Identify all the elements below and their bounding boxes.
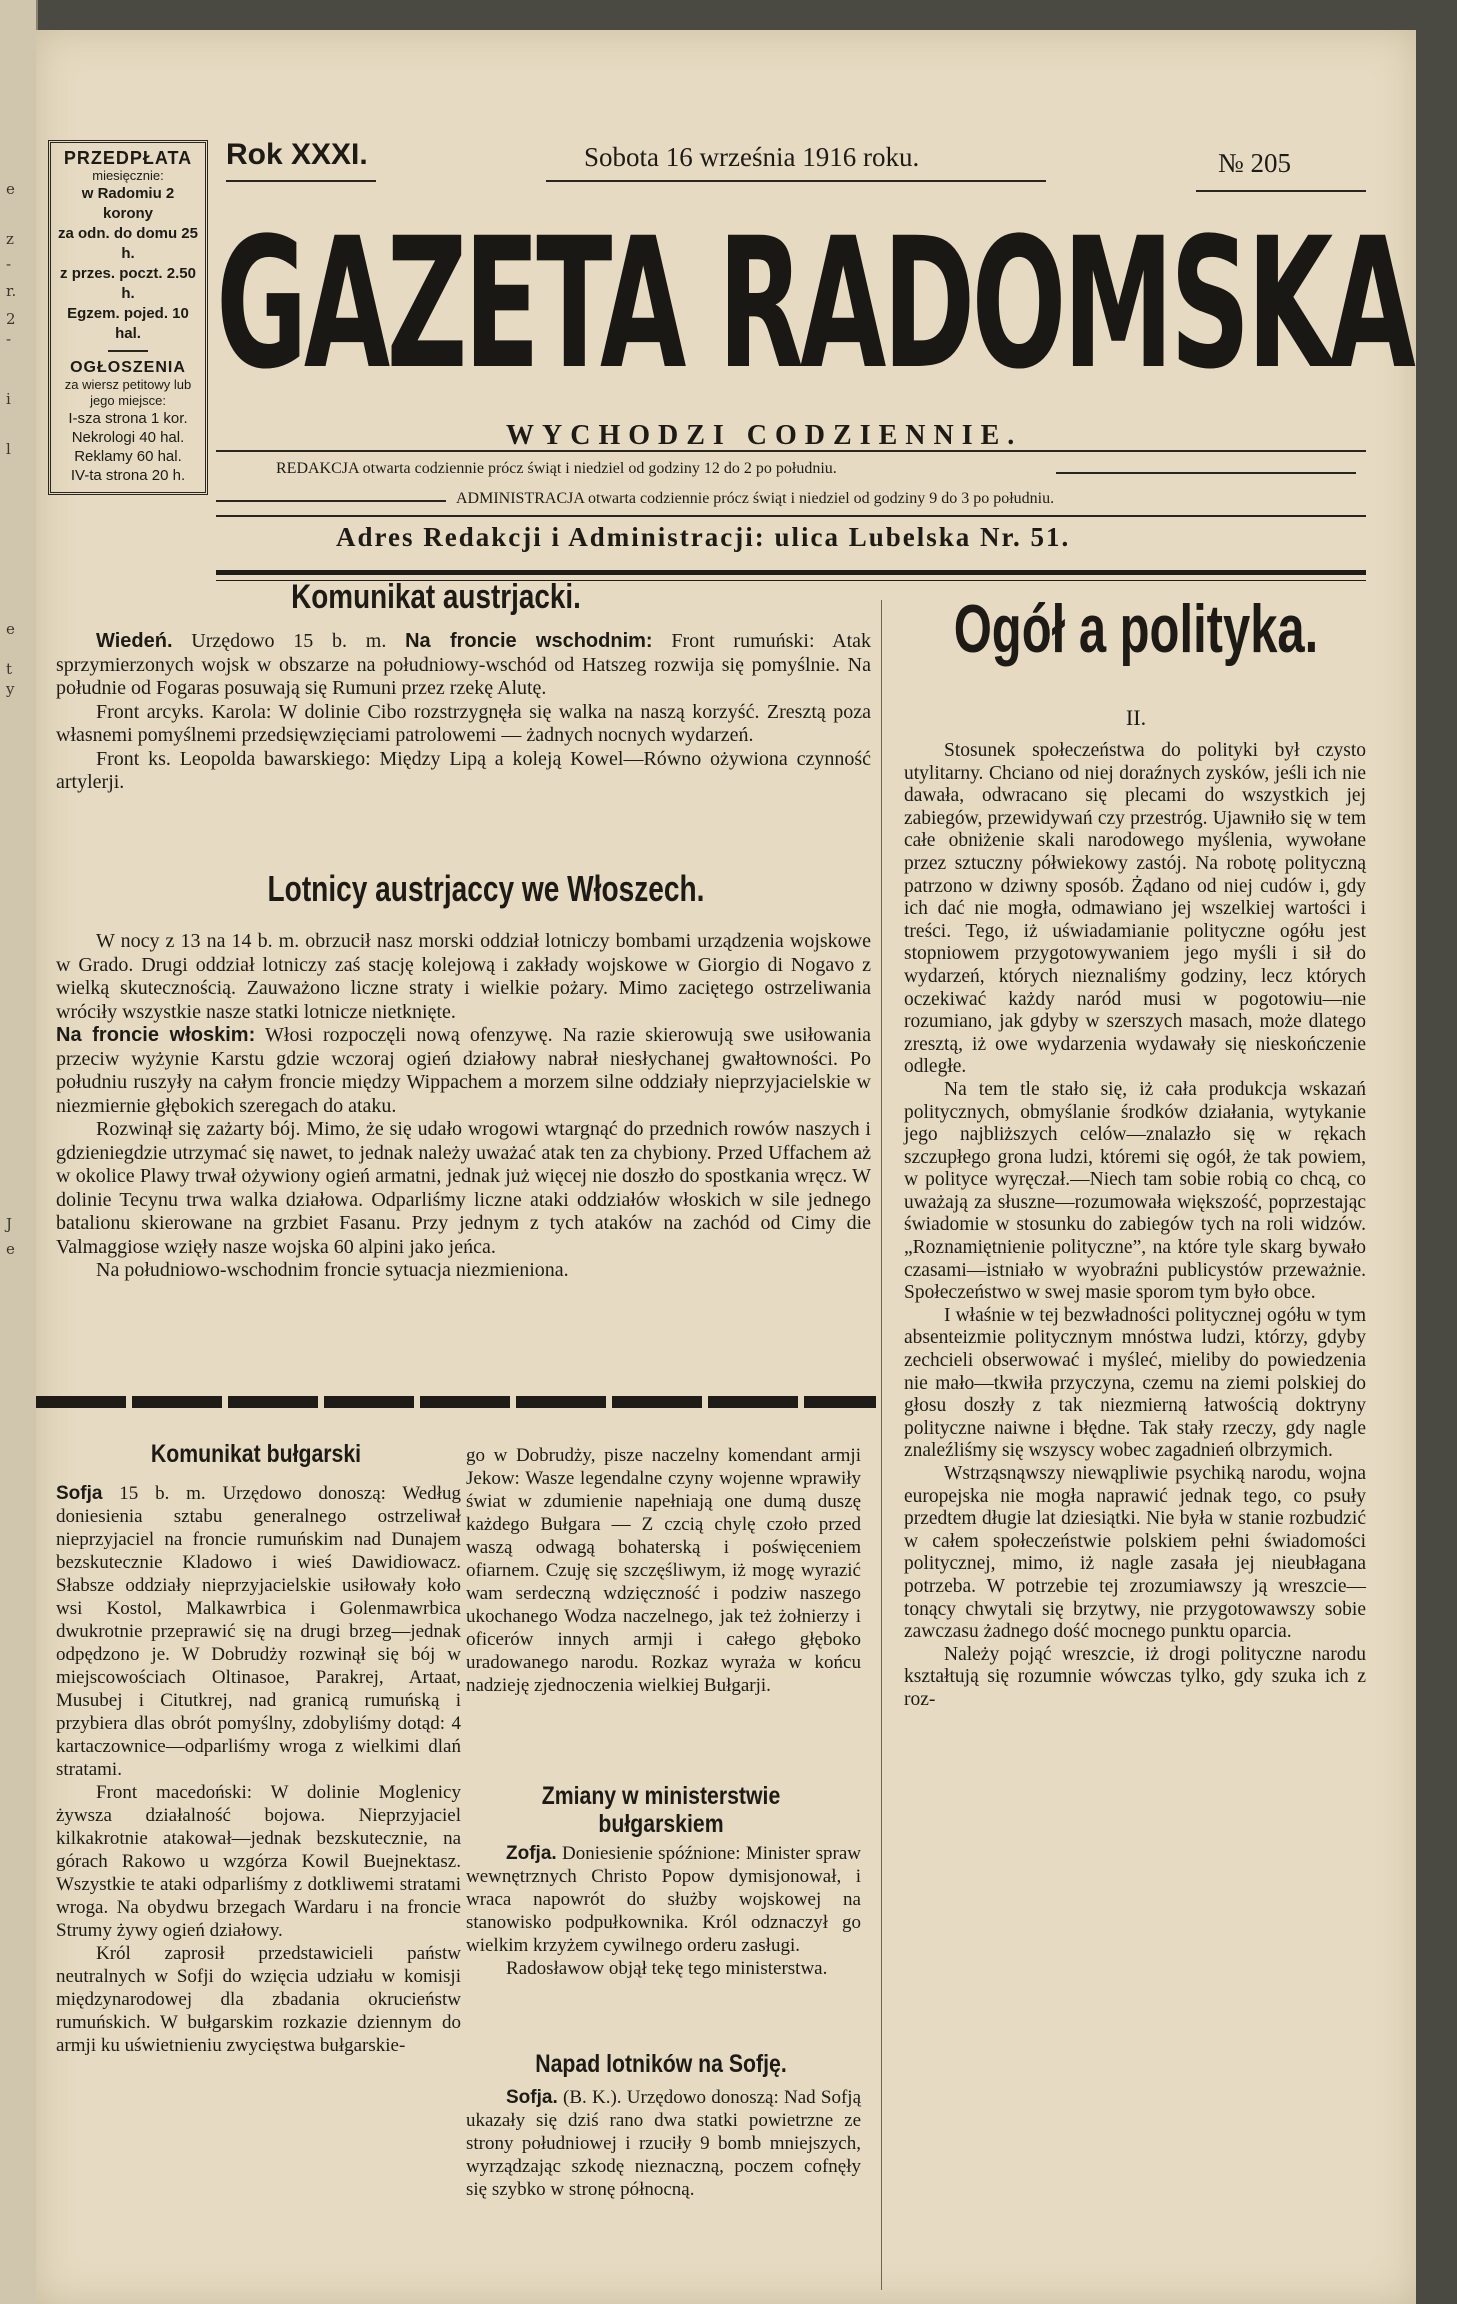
issue-number: № 205	[1218, 148, 1292, 178]
admin-hours: ADMINISTRACJA otwarta codziennie prócz świąt i niedziel od godziny 9 do 3 po południu.	[456, 490, 1055, 507]
article-paragraph: Na południowo-wschodnim froncie sytuacja niezmieniona.	[96, 1259, 569, 1281]
prev-page-letter: l	[6, 440, 11, 458]
article-paragraph: Król zaprosił przedstawicieli państw neutralnych w Sofji do wzięcia udziału w komisji międzynarodowej dla zbadania okrucieństw rumuńskich. W bułgarskim rozkazie dziennym do armji ku uświetnieniu zwycięstwa bułgarskie-	[56, 1943, 461, 2056]
prev-page-letter: J	[6, 1215, 13, 1233]
divider	[1196, 190, 1366, 192]
article-zmiany	[466, 1842, 861, 1980]
article-lotnicy	[56, 930, 871, 1283]
article-text: Urzędowo 15 b. m.	[191, 630, 387, 652]
ads-price-3: Reklamy 60 hal.	[74, 448, 182, 465]
prev-page-letter: r.	[6, 282, 17, 300]
section-separator	[36, 1396, 876, 1408]
prev-page-letter: e	[6, 1240, 15, 1258]
article-paragraph: Radosławow objął tekę tego ministerstwa.	[506, 1958, 828, 1979]
subscription-price-1: w Radomiu 2 korony	[81, 185, 175, 222]
dateline-label: Sofja.	[506, 2087, 558, 2108]
previous-page-edge	[0, 0, 38, 2304]
volume-year: Rok XXXI.	[226, 138, 368, 171]
divider	[216, 570, 1366, 575]
article-text: Włosi rozpoczęli nową ofenzywę. Na razie skierowują swe usiłowania przeciw wyżynie Karstu gdzie wczoraj ogień działowy nabrał niesłychanej gwałtowności. Po południu ruszyły na całym froncie między Wippachem a morzem silne oddziały nieprzyjacielskie w niezmiernie głębokich szeregach do ataku.	[56, 1024, 871, 1117]
prev-page-letter: -	[6, 255, 12, 273]
article-paragraph: Stosunek społeczeństwa do polityki był czysto utylitarny. Chciano od niej doraźnych zysków, jeśli ich nie dawała, odwracano się plecami do wszystkich jej zabiegów, przewidywań czy przestróg. Ujawniło się w tem całe obniżenie skali narodowego myślenia, wywołane przez sztuczny półwiekowy zastój. Na robotę polityczną patrzono w dziwny sposób. Żądano od niej cudów i, gdy ich dać nie mogła, odmawiano jej wszelkiej wartości i treści. Tego, iż uświadamianie polityczne ogółu jest stopniowem przygotowywaniem jego myśli i sił do wydarzeń, których nieznaliśmy godziny, lecz których oczekiwać każdy naród musi w pogotowiu—nie rozumiano, jak gdyby w szerszych masach, może dlatego zresztą, iż owe wydarzenia wydawały się nieskończenie odległe.	[904, 740, 1366, 1078]
article-bulgarski-col2	[466, 1444, 861, 1697]
front-label: Na froncie wschodnim:	[405, 630, 653, 652]
headline-napad: Napad lotników na Sofję.	[535, 2050, 787, 2078]
frequency-line: WYCHODZI CODZIENNIE.	[506, 420, 1023, 451]
prev-page-letter: 2	[6, 310, 16, 328]
issue-date: Sobota 16 września 1916 roku.	[584, 142, 920, 172]
article-text: Doniesienie spóźnione: Minister spraw wewnętrznych Christo Popow dymisjonował, i wraca napowrót do służby wojskowej na stanowisko podpułkownika. Król odznaczył go wielkim krzyżem cywilnego orderu zasługi.	[466, 1843, 861, 1956]
article-bulgarski-col1	[56, 1482, 461, 2057]
article-paragraph: Front arcyks. Karola: W dolinie Cibo rozstrzygnęła się walka na naszą korzyść. Zresztą poza własnemi pomyślnemi przedsięwzięciami patrolowemi — żadnych nocnych wydarzeń.	[56, 700, 871, 746]
divider	[108, 350, 148, 352]
column-rule	[881, 600, 882, 2290]
article-komunikat-austrjacki	[56, 630, 871, 795]
article-paragraph: I właśnie w tej bezwładności politycznej ogółu w tym absenteizmie politycznym mnóstwa ludzi, którzy, gdyby zechcieli obserwować i myśleć, mieliby do powiedzenia nie mało—tkwiła przyczyna, czemu na ziemi polskiej do głosu doszły z tak niezmierną łatwością doktryny polityczne naiwne i błędne. Tak stały rzeczy, gdy nagle znaleźliśmy się wszyscy wobec zagadnień olbrzymich.	[904, 1304, 1366, 1462]
dateline-label: Zofja.	[506, 1843, 557, 1864]
dateline-label: Wiedeń.	[96, 630, 173, 652]
article-paragraph: Na tem tle stało się, iż cała produkcja wskazań politycznych, obmyślanie środków działania, wytykanie jego najbliższych celów—znalazło się w rękach szczupłego grona ludzi, któremi się ogół, że tak powiem, w polityce wyręczał.—Niech tam sobie robią co chcą, co uważają za słuszne—rozumowała większość, poprzestając świadomie w stosunku do zabiegów tych na roli widzów. „Roznamiętnienie polityczne”, na które tyle skarg bywało czasami—istniało w wyobraźni publicystów przeważnie. Społeczeństwo w swej masie sporom tym było obce.	[904, 1078, 1366, 1304]
article-paragraph: Należy pojąć wreszcie, iż drogi polityczne narodu kształtują się rozumnie wówczas tylko, gdy szuka ich z roz-	[904, 1643, 1366, 1710]
divider	[1056, 472, 1356, 474]
article-ogol-a-polityka	[904, 740, 1366, 1712]
article-paragraph: Rozwinął się zażarty bój. Mimo, że się udało wrogowi wtargnąć do przednich rowów naszych i gdzieniegdzie utrzymać się nawet, to jednak należy uważać atak ten za chybiony. Przed Uffachem aż w okolice Plawy trwał ożywiony ogień armatni, jednak już więcej nie doszło do spostkania wręcz. W dolinie Tecynu trwa walka działowa. Odparliśmy liczne ataki oddziałów włoskich w sile jednego batalionu skierowane na grzbiet Fasanu. Przy jednym z tych ataków na zachód od Cimy die Valmaggiose wzięły nasze wojska 60 alpini jako jeńca.	[56, 1118, 871, 1258]
article-paragraph: Front macedoński: W dolinie Moglenicy żywsza działalność bojowa. Nieprzyjaciel kilkakrotnie atakował—jednak bezskutecznie, na górach Rakowo u wzgórza Kowil Buejnektasz. Wszystkie te ataki odparliśmy z dotkliwemi stratami wroga. Na obydwu brzegach Wardaru i na froncie Strumy żywy ogień działowy.	[56, 1782, 461, 1941]
article-napad	[466, 2086, 861, 2201]
headline-komunikat-bulgarski: Komunikat bułgarski	[150, 1440, 362, 1468]
prev-page-letter: -	[6, 330, 12, 348]
subscription-price-2: za odn. do domu 25 h.	[57, 225, 198, 262]
article-part-number: II.	[1125, 705, 1147, 730]
article-paragraph: Front ks. Leopolda bawarskiego: Między Lipą a koleją Kowel—Równo ożywiona czynność artylerji.	[56, 747, 871, 793]
article-paragraph: W nocy z 13 na 14 b. m. obrzucił nasz morski oddział lotniczy bombami urządzenia wojskowe w Grado. Drugi oddział lotniczy zaś stację kolejową i zakłady wojskowe w Giorgio di Nogavo z wielką skutecznością. Zauważono liczne straty i wielkie pożary. Mimo zaciętego ostrzeliwania wróciły wszystkie nasze statki lotnicze nietknięte.	[56, 930, 871, 1023]
subscription-monthly: miesięcznie:	[92, 168, 164, 183]
prev-page-letter: e	[6, 620, 15, 638]
headline-zmiany: Zmiany w ministerstwie bułgarskiem	[541, 1782, 781, 1838]
ads-price-2: Nekrologi 40 hal.	[71, 429, 185, 446]
divider	[226, 180, 376, 182]
ads-subtitle: za wiersz petitowy lub jego miejsce:	[64, 377, 192, 408]
prev-page-letter: z	[6, 230, 14, 248]
article-paragraph: Wstrząsnąwszy niewąpliwie psychiką narodu, wojna europejska nie mogła naprawić jednak tego, co psuły przedtem długie lat dziesiątki. Nie była w stanie rozbudzić w całem społeczeństwie polskiem pełni świadomości politycznej, mimo, iż nagle zasała jej nieubłagana potrzeba. W potrzebie tej zrozumiawszy ją wreszcie—tonący chwytali się brzytwy, nie przygotowawszy sobie zawczasu żadnego dość mocnego punktu oparcia.	[904, 1463, 1366, 1643]
prev-page-letter: e	[6, 180, 15, 198]
subscription-price-4: Egzem. pojed. 10 hal.	[67, 305, 189, 342]
editorial-hours: REDAKCJA otwarta codziennie prócz świąt i niedziel od godziny 12 do 2 po południu.	[276, 460, 837, 477]
dateline-label: Sofja	[56, 1483, 103, 1504]
article-paragraph: go w Dobrudży, pisze naczelny komendant armji Jekow: Wasze legendalne czyny wojenne wprawiły świat w zdumienie napełniają one dumą duszę każdego Bułgara — Z czcią chylę czoło przed waszą odwagą bohaterską i poświęceniem ofiarnem. Czuję się szczęśliwym, iż mogę wyrazić wam serdeczną wdzięczność i podziw naszego ukochanego Wodza naczelnego, jak też żołnierzy i oficerów innych armji i całego głęboko uradowanego narodu. Rozkaz wyraża w końcu nadzieję zjednoczenia wielkiej Bułgarji.	[466, 1445, 861, 1696]
ads-price-4: IV-ta strona 20 h.	[70, 467, 186, 484]
headline-ogol-a-polityka: Ogół a polityka.	[953, 591, 1319, 667]
divider	[216, 500, 446, 502]
headline-komunikat-austrjacki: Komunikat austrjacki.	[291, 578, 581, 616]
prev-page-letter: t	[6, 660, 13, 678]
divider	[546, 180, 1046, 182]
address-line: Adres Redakcji i Administracji: ulica Lubelska Nr. 51.	[336, 522, 1071, 552]
divider	[216, 515, 1366, 517]
article-text: (B. K.). Urzędowo donoszą: Nad Sofją ukazały się dziś rano dwa statki powietrzne ze strony południowej i rzuciły 9 bomb mniejszych, wyrządzając szkodę nieznaczną, poczem cofnęły się szybko w stronę północną.	[466, 2087, 862, 2200]
article-text: 15 b. m. Urzędowo donoszą: Według doniesienia sztabu generalnego ostrzeliwał nieprzyjaciel na froncie rumuńskim nad Dunajem bezskutecznie Kladowo i wieś Dawidiowacz. Słabsze oddziały nieprzyjacielskie usiłowały koło wsi Kostol, Malkawrbica i Golenmawrbica dwukrotnie przeprawić się na drugi brzeg—jednak odpędzono je. W Dobrudży rozwinął się bój w miejscowościach Oltinasoe, Parakrej, Artaat, Musubej i Citutkrej, nad granicą rumuńską i przybiera dlas obrót pomyślny, zdobyliśmy dotąd: 4 kartaczownice—odparliśmy wroga z wielkimi dlań stratami.	[56, 1483, 462, 1780]
newspaper-title: GAZETA RADOMSKA	[216, 200, 1413, 409]
front-label: Na froncie włoskim:	[56, 1024, 256, 1046]
article-text: Front rumuński: Atak sprzymierzonych wojsk w obszarze na południowy-wschód od Hatszeg rozwija się pomyślnie. Na południe od Fogaras posuwają się Rumuni przez rzekę Alutę.	[56, 630, 872, 699]
prev-page-letter: i	[6, 390, 11, 408]
subscription-box	[48, 140, 208, 495]
divider	[216, 450, 1366, 452]
subscription-title: PRZEDPŁATA	[63, 148, 193, 168]
subscription-price-3: z przes. poczt. 2.50 h.	[60, 265, 196, 302]
newspaper-page	[36, 30, 1416, 2304]
headline-lotnicy: Lotnicy austrjaccy we Włoszech.	[267, 868, 705, 909]
ads-title: OGŁOSZENIA	[70, 359, 186, 376]
ads-price-1: I-sza strona 1 kor.	[68, 410, 188, 427]
prev-page-letter: y	[6, 680, 15, 698]
